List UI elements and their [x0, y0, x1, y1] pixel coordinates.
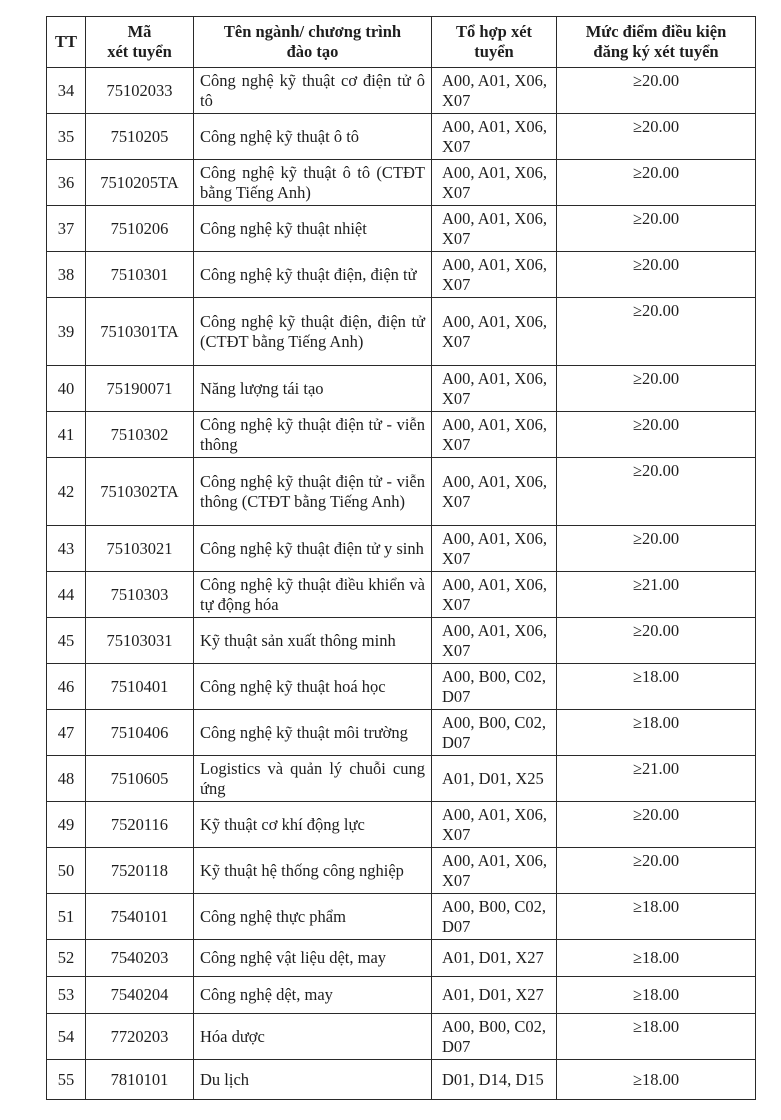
row-name-cell: Kỹ thuật sản xuất thông minh — [194, 618, 432, 664]
row-score-cell: ≥18.00 — [557, 894, 756, 940]
row-tt-cell: 34 — [47, 68, 86, 114]
row-tt-cell: 51 — [47, 894, 86, 940]
row-name-cell: Công nghệ kỹ thuật điện, điện tử (CTĐT bằng Tiếng Anh) — [194, 298, 432, 366]
row-score-cell: ≥20.00 — [557, 252, 756, 298]
row-code-cell: 7510301 — [86, 252, 194, 298]
table-row — [47, 756, 756, 802]
row-name-cell: Hóa dược — [194, 1014, 432, 1060]
header-combo: Tổ hợp xét tuyển — [432, 17, 557, 68]
row-score-cell: ≥20.00 — [557, 802, 756, 848]
row-tt-cell: 48 — [47, 756, 86, 802]
row-name-cell: Công nghệ kỹ thuật nhiệt — [194, 206, 432, 252]
row-score-cell: ≥20.00 — [557, 160, 756, 206]
row-combo-cell: A00, A01, X06, X07 — [432, 114, 557, 160]
table-row — [47, 160, 756, 206]
row-combo-cell: A01, D01, X27 — [432, 977, 557, 1014]
row-code-cell: 7720203 — [86, 1014, 194, 1060]
table-row — [47, 1014, 756, 1060]
row-code-cell: 7510303 — [86, 572, 194, 618]
row-name-cell: Công nghệ kỹ thuật điện tử y sinh — [194, 526, 432, 572]
row-score-cell: ≥20.00 — [557, 848, 756, 894]
row-code-cell: 75103021 — [86, 526, 194, 572]
row-tt-cell: 45 — [47, 618, 86, 664]
row-score-cell: ≥20.00 — [557, 526, 756, 572]
row-code-cell: 7510205 — [86, 114, 194, 160]
row-combo-cell: A00, B00, C02, D07 — [432, 1014, 557, 1060]
row-name-cell: Công nghệ kỹ thuật môi trường — [194, 710, 432, 756]
row-combo-cell: A00, A01, X06, X07 — [432, 412, 557, 458]
row-name-cell: Công nghệ kỹ thuật điều khiển và tự động hóa — [194, 572, 432, 618]
row-combo-cell: A00, A01, X06, X07 — [432, 526, 557, 572]
row-score-cell: ≥20.00 — [557, 298, 756, 366]
table-row — [47, 252, 756, 298]
row-name-cell: Công nghệ kỹ thuật điện tử - viễn thông (CTĐT bằng Tiếng Anh) — [194, 458, 432, 526]
row-score-cell: ≥20.00 — [557, 412, 756, 458]
row-tt-cell: 41 — [47, 412, 86, 458]
table-row — [47, 940, 756, 977]
row-tt-cell: 49 — [47, 802, 86, 848]
row-code-cell: 75103031 — [86, 618, 194, 664]
row-code-cell: 75190071 — [86, 366, 194, 412]
row-tt-cell: 53 — [47, 977, 86, 1014]
row-tt-cell: 55 — [47, 1060, 86, 1100]
row-name-cell: Kỹ thuật cơ khí động lực — [194, 802, 432, 848]
table-header-row — [47, 17, 756, 68]
row-combo-cell: A00, A01, X06, X07 — [432, 68, 557, 114]
table-row — [47, 68, 756, 114]
row-score-cell: ≥18.00 — [557, 1014, 756, 1060]
row-code-cell: 7510302 — [86, 412, 194, 458]
row-score-cell: ≥18.00 — [557, 940, 756, 977]
row-tt-cell: 39 — [47, 298, 86, 366]
table-row — [47, 572, 756, 618]
row-combo-cell: A00, A01, X06, X07 — [432, 802, 557, 848]
row-combo-cell: A00, A01, X06, X07 — [432, 572, 557, 618]
row-tt-cell: 54 — [47, 1014, 86, 1060]
row-name-cell: Công nghệ kỹ thuật hoá học — [194, 664, 432, 710]
table-row — [47, 412, 756, 458]
row-name-cell: Năng lượng tái tạo — [194, 366, 432, 412]
row-code-cell: 7510302TA — [86, 458, 194, 526]
row-combo-cell: A01, D01, X27 — [432, 940, 557, 977]
row-combo-cell: A00, A01, X06, X07 — [432, 366, 557, 412]
header-code: Mã xét tuyển — [86, 17, 194, 68]
row-name-cell: Công nghệ vật liệu dệt, may — [194, 940, 432, 977]
row-score-cell: ≥20.00 — [557, 206, 756, 252]
row-combo-cell: A00, A01, X06, X07 — [432, 298, 557, 366]
table-row — [47, 618, 756, 664]
row-code-cell: 7540204 — [86, 977, 194, 1014]
table-row — [47, 114, 756, 160]
row-score-cell: ≥21.00 — [557, 572, 756, 618]
row-score-cell: ≥20.00 — [557, 114, 756, 160]
row-code-cell: 7520116 — [86, 802, 194, 848]
row-name-cell: Công nghệ kỹ thuật cơ điện tử ô tô — [194, 68, 432, 114]
header-name: Tên ngành/ chương trình đào tạo — [194, 17, 432, 68]
row-name-cell: Công nghệ kỹ thuật ô tô (CTĐT bằng Tiếng Anh) — [194, 160, 432, 206]
row-name-cell: Kỹ thuật hệ thống công nghiệp — [194, 848, 432, 894]
row-tt-cell: 35 — [47, 114, 86, 160]
row-tt-cell: 43 — [47, 526, 86, 572]
table-row — [47, 894, 756, 940]
table-row — [47, 526, 756, 572]
row-code-cell: 75102033 — [86, 68, 194, 114]
row-tt-cell: 36 — [47, 160, 86, 206]
table-row — [47, 298, 756, 366]
row-score-cell: ≥18.00 — [557, 1060, 756, 1100]
row-name-cell: Du lịch — [194, 1060, 432, 1100]
header-score: Mức điểm điều kiện đăng ký xét tuyển — [557, 17, 756, 68]
row-score-cell: ≥18.00 — [557, 664, 756, 710]
row-combo-cell: A00, A01, X06, X07 — [432, 618, 557, 664]
row-code-cell: 7510206 — [86, 206, 194, 252]
row-score-cell: ≥20.00 — [557, 458, 756, 526]
table-row — [47, 1060, 756, 1100]
row-tt-cell: 37 — [47, 206, 86, 252]
row-code-cell: 7510205TA — [86, 160, 194, 206]
row-tt-cell: 47 — [47, 710, 86, 756]
row-combo-cell: D01, D14, D15 — [432, 1060, 557, 1100]
row-code-cell: 7510401 — [86, 664, 194, 710]
table-row — [47, 664, 756, 710]
row-combo-cell: A00, A01, X06, X07 — [432, 160, 557, 206]
row-score-cell: ≥18.00 — [557, 710, 756, 756]
row-name-cell: Công nghệ thực phẩm — [194, 894, 432, 940]
row-code-cell: 7540101 — [86, 894, 194, 940]
row-combo-cell: A00, A01, X06, X07 — [432, 848, 557, 894]
table-row — [47, 458, 756, 526]
row-tt-cell: 42 — [47, 458, 86, 526]
row-code-cell: 7520118 — [86, 848, 194, 894]
row-code-cell: 7510406 — [86, 710, 194, 756]
row-name-cell: Công nghệ kỹ thuật ô tô — [194, 114, 432, 160]
table-row — [47, 710, 756, 756]
table-row — [47, 848, 756, 894]
row-combo-cell: A00, B00, C02, D07 — [432, 894, 557, 940]
admission-table — [46, 16, 756, 1100]
header-tt: TT — [47, 17, 86, 68]
row-code-cell: 7510301TA — [86, 298, 194, 366]
row-score-cell: ≥21.00 — [557, 756, 756, 802]
row-tt-cell: 44 — [47, 572, 86, 618]
row-name-cell: Công nghệ kỹ thuật điện tử - viễn thông — [194, 412, 432, 458]
row-score-cell: ≥18.00 — [557, 977, 756, 1014]
table-row — [47, 206, 756, 252]
row-combo-cell: A00, A01, X06, X07 — [432, 458, 557, 526]
row-score-cell: ≥20.00 — [557, 366, 756, 412]
row-combo-cell: A00, B00, C02, D07 — [432, 710, 557, 756]
row-code-cell: 7810101 — [86, 1060, 194, 1100]
row-code-cell: 7540203 — [86, 940, 194, 977]
row-score-cell: ≥20.00 — [557, 618, 756, 664]
row-combo-cell: A01, D01, X25 — [432, 756, 557, 802]
table-row — [47, 977, 756, 1014]
table-row — [47, 802, 756, 848]
row-tt-cell: 40 — [47, 366, 86, 412]
row-code-cell: 7510605 — [86, 756, 194, 802]
row-name-cell: Công nghệ kỹ thuật điện, điện tử — [194, 252, 432, 298]
row-combo-cell: A00, B00, C02, D07 — [432, 664, 557, 710]
row-tt-cell: 38 — [47, 252, 86, 298]
row-tt-cell: 50 — [47, 848, 86, 894]
row-tt-cell: 52 — [47, 940, 86, 977]
row-score-cell: ≥20.00 — [557, 68, 756, 114]
row-name-cell: Logistics và quản lý chuỗi cung ứng — [194, 756, 432, 802]
row-tt-cell: 46 — [47, 664, 86, 710]
row-combo-cell: A00, A01, X06, X07 — [432, 206, 557, 252]
table-row — [47, 366, 756, 412]
row-name-cell: Công nghệ dệt, may — [194, 977, 432, 1014]
row-combo-cell: A00, A01, X06, X07 — [432, 252, 557, 298]
